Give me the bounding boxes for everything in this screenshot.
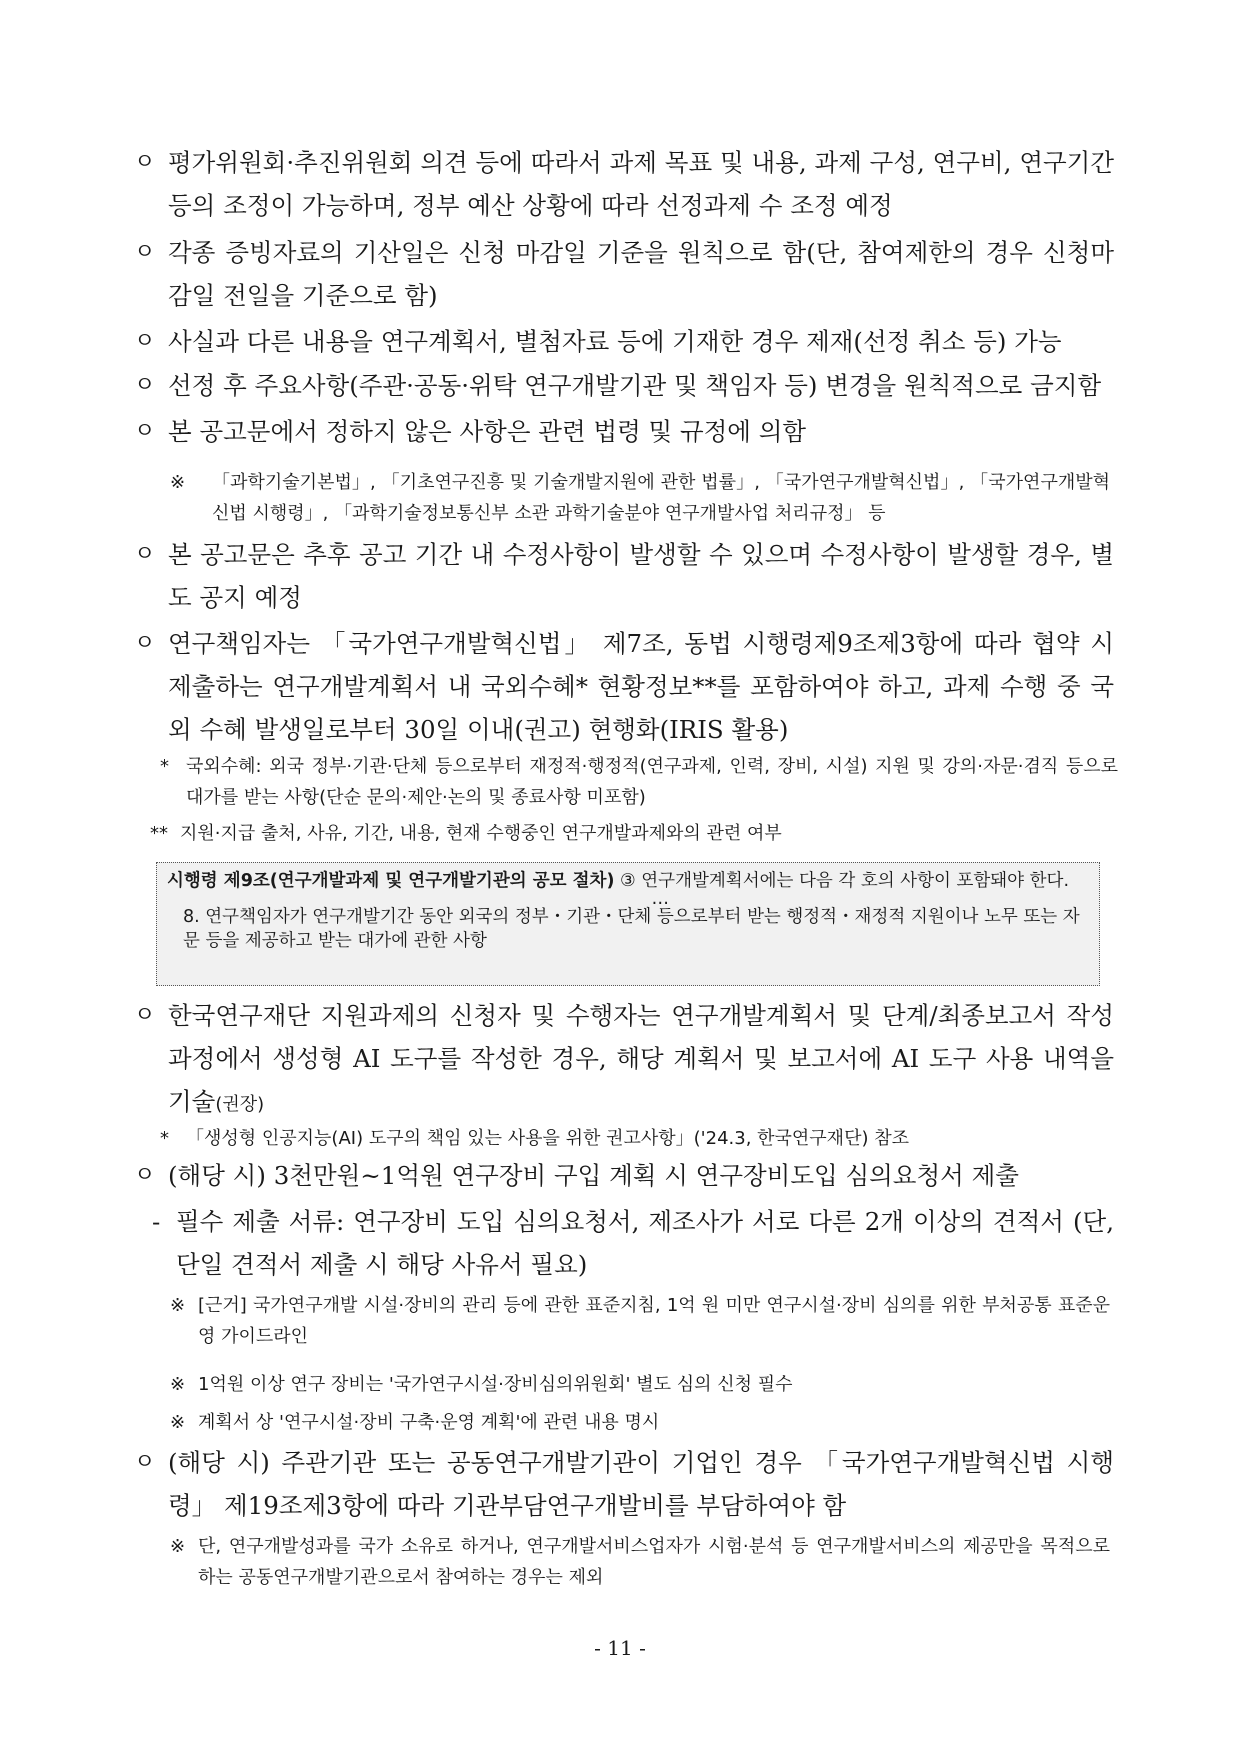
bullet-mark: ㅇ <box>134 419 156 444</box>
bullet-text: 본 공고문은 추후 공고 기간 내 수정사항이 발생할 수 있으며 수정사항이 발생할 경우, 별도 공지 예정 <box>168 540 1114 612</box>
note-text: 「생성형 인공지능(AI) 도구의 책임 있는 사용을 위한 권고사항」('24.3, 한국연구재단) 참조 <box>186 1128 909 1149</box>
bullet-text: 연구책임자는 「국가연구개발혁신법」 제7조, 동법 시행령제9조제3항에 따라 협약 시 제출하는 연구개발계획서 내 국외수혜* 현황정보**를 포함하여야 하고, 과제 수행 중 국외 수혜 발생일로부터 30일 이내(권고) 현행화(IRIS 활용) <box>168 629 1115 744</box>
star-mark: * <box>160 756 169 777</box>
note-basis <box>170 1290 1110 1352</box>
regulation-title: 시행령 제9조(연구개발과제 및 연구개발기관의 공모 절차) <box>167 871 615 891</box>
dash-item <box>152 1200 1114 1286</box>
bullet-text: (해당 시) 주관기관 또는 공동연구개발기관이 기업인 경우 「국가연구개발혁신법 시행령」 제19조제3항에 따라 기관부담연구개발비를 부담하여야 함 <box>168 1448 1114 1520</box>
note-text: 계획서 상 '연구시설·장비 구축·운영 계획'에 관련 내용 명시 <box>198 1412 660 1433</box>
note-text: 단, 연구개발성과를 국가 소유로 하거나, 연구개발서비스업자가 시험·분석 등 연구개발서비스의 제공만을 목적으로 하는 공동연구개발기관으로서 참여하는 경우는 제외 <box>198 1536 1110 1588</box>
bullet-item <box>134 622 1114 751</box>
bullet-text: 본 공고문에서 정하지 않은 사항은 관련 법령 및 규정에 의함 <box>168 417 807 446</box>
note-text: 국외수혜: 외국 정부·기관·단체 등으로부터 재정적·행정적(연구과제, 인력, 장비, 시설) 지원 및 강의·자문·겸직 등으로 대가를 받는 사항(단순 문의·제안·논의 및 종료사항 미포함) <box>186 756 1118 808</box>
bullet-text: 한국연구재단 지원과제의 신청자 및 수행자는 연구개발계획서 및 단계/최종보고서 작성 과정에서 생성형 AI 도구를 작성한 경우, 해당 계획서 및 보고서에 AI 도구 사용 내역을 기술(권장) <box>168 1001 1114 1116</box>
bullet-item <box>134 1154 1114 1197</box>
note-text: [근거] 국가연구개발 시설·장비의 관리 등에 관한 표준지침, 1억 원 미만 연구시설·장비 심의를 위한 부처공통 표준운영 가이드라인 <box>198 1295 1110 1347</box>
bullet-item <box>134 364 1114 407</box>
bullet-item <box>134 141 1114 227</box>
bullet-mark: ㅇ <box>134 150 156 175</box>
bullet-mark: ㅇ <box>134 373 156 398</box>
bullet-mark: ㅇ <box>134 1163 156 1188</box>
bullet-text: 선정 후 주요사항(주관·공동·위탁 연구개발기관 및 책임자 등) 변경을 원칙적으로 금지함 <box>168 371 1102 400</box>
note-mark: ※ <box>170 1412 186 1433</box>
regulation-item: 8. 연구책임자가 연구개발기간 동안 외국의 정부・기관・단체 등으로부터 받는 행정적・재정적 지원이나 노무 또는 자문 등을 제공하고 받는 대가에 관한 사항 <box>183 907 1080 951</box>
note-text: 1억원 이상 연구 장비는 '국가연구시설·장비심의위원회' 별도 심의 신청 필수 <box>198 1374 793 1395</box>
page-number: - 11 - <box>594 1636 646 1660</box>
note-plan <box>170 1407 1110 1438</box>
bullet-item <box>134 994 1114 1126</box>
bullet-item <box>134 231 1114 317</box>
bullet-text: 사실과 다른 내용을 연구계획서, 별첨자료 등에 기재한 경우 제재(선정 취소 등) 가능 <box>168 327 1062 356</box>
note-mark: ※ <box>170 472 186 493</box>
bullet-mark: ㅇ <box>134 631 156 656</box>
bullet-text: 각종 증빙자료의 기산일은 신청 마감일 기준을 원칙으로 함(단, 참여제한의 경우 신청마감일 전일을 기준으로 함) <box>168 238 1114 310</box>
bullet-mark: ㅇ <box>134 240 156 265</box>
dash-text: 필수 제출 서류: 연구장비 도입 심의요청서, 제조사가 서로 다른 2개 이상의 견적서 (단, 단일 견적서 제출 시 해당 사유서 필요) <box>176 1207 1114 1279</box>
note-foreign-benefit <box>160 751 1118 813</box>
regulation-ellipsis: … <box>651 889 669 909</box>
note-mark: ※ <box>170 1536 186 1557</box>
note-mark: ※ <box>170 1374 186 1395</box>
regulation-heading <box>167 869 1089 893</box>
bullet-item <box>134 320 1114 363</box>
star-mark: * <box>160 1128 169 1149</box>
bullet-item <box>134 533 1114 619</box>
bullet-mark: ㅇ <box>134 1450 156 1475</box>
double-star-mark: ** <box>150 823 168 844</box>
regulation-box <box>156 862 1100 986</box>
bullet-mark: ㅇ <box>134 329 156 354</box>
regulation-intro: ③ 연구개발계획서에는 다음 각 호의 사항이 포함돼야 한다. <box>614 871 1070 891</box>
bullet-text: (해당 시) 3천만원~1억원 연구장비 구입 계획 시 연구장비도입 심의요청서 제출 <box>168 1161 1019 1190</box>
bullet-item <box>134 410 1114 453</box>
note-status-info <box>150 818 1118 849</box>
note-mark: ※ <box>170 1295 186 1316</box>
recommended-suffix: (권장) <box>215 1094 265 1115</box>
bullet-item <box>134 1441 1114 1527</box>
note-ai-guide <box>160 1123 1118 1154</box>
note-laws <box>170 467 1110 529</box>
note-text: 지원·지급 출처, 사유, 기간, 내용, 현재 수행중인 연구개발과제와의 관련 여부 <box>180 823 782 844</box>
note-text: 「과학기술기본법」, 「기초연구진흥 및 기술개발지원에 관한 법률」, 「국가연구개발혁신법」, 「국가연구개발혁신법 시행령」, 「과학기술정보통신부 소관 과학기술분야 연구개발사업 처리규정」 등 <box>212 472 1110 524</box>
bullet-mark: ㅇ <box>134 1003 156 1028</box>
dash-mark: - <box>152 1207 161 1236</box>
note-exception <box>170 1531 1110 1593</box>
bullet-text: 평가위원회·추진위원회 의견 등에 따라서 과제 목표 및 내용, 과제 구성, 연구비, 연구기간 등의 조정이 가능하며, 정부 예산 상황에 따라 선정과제 수 조정 예정 <box>168 148 1114 220</box>
bullet-mark: ㅇ <box>134 542 156 567</box>
note-over-100m <box>170 1369 1110 1400</box>
